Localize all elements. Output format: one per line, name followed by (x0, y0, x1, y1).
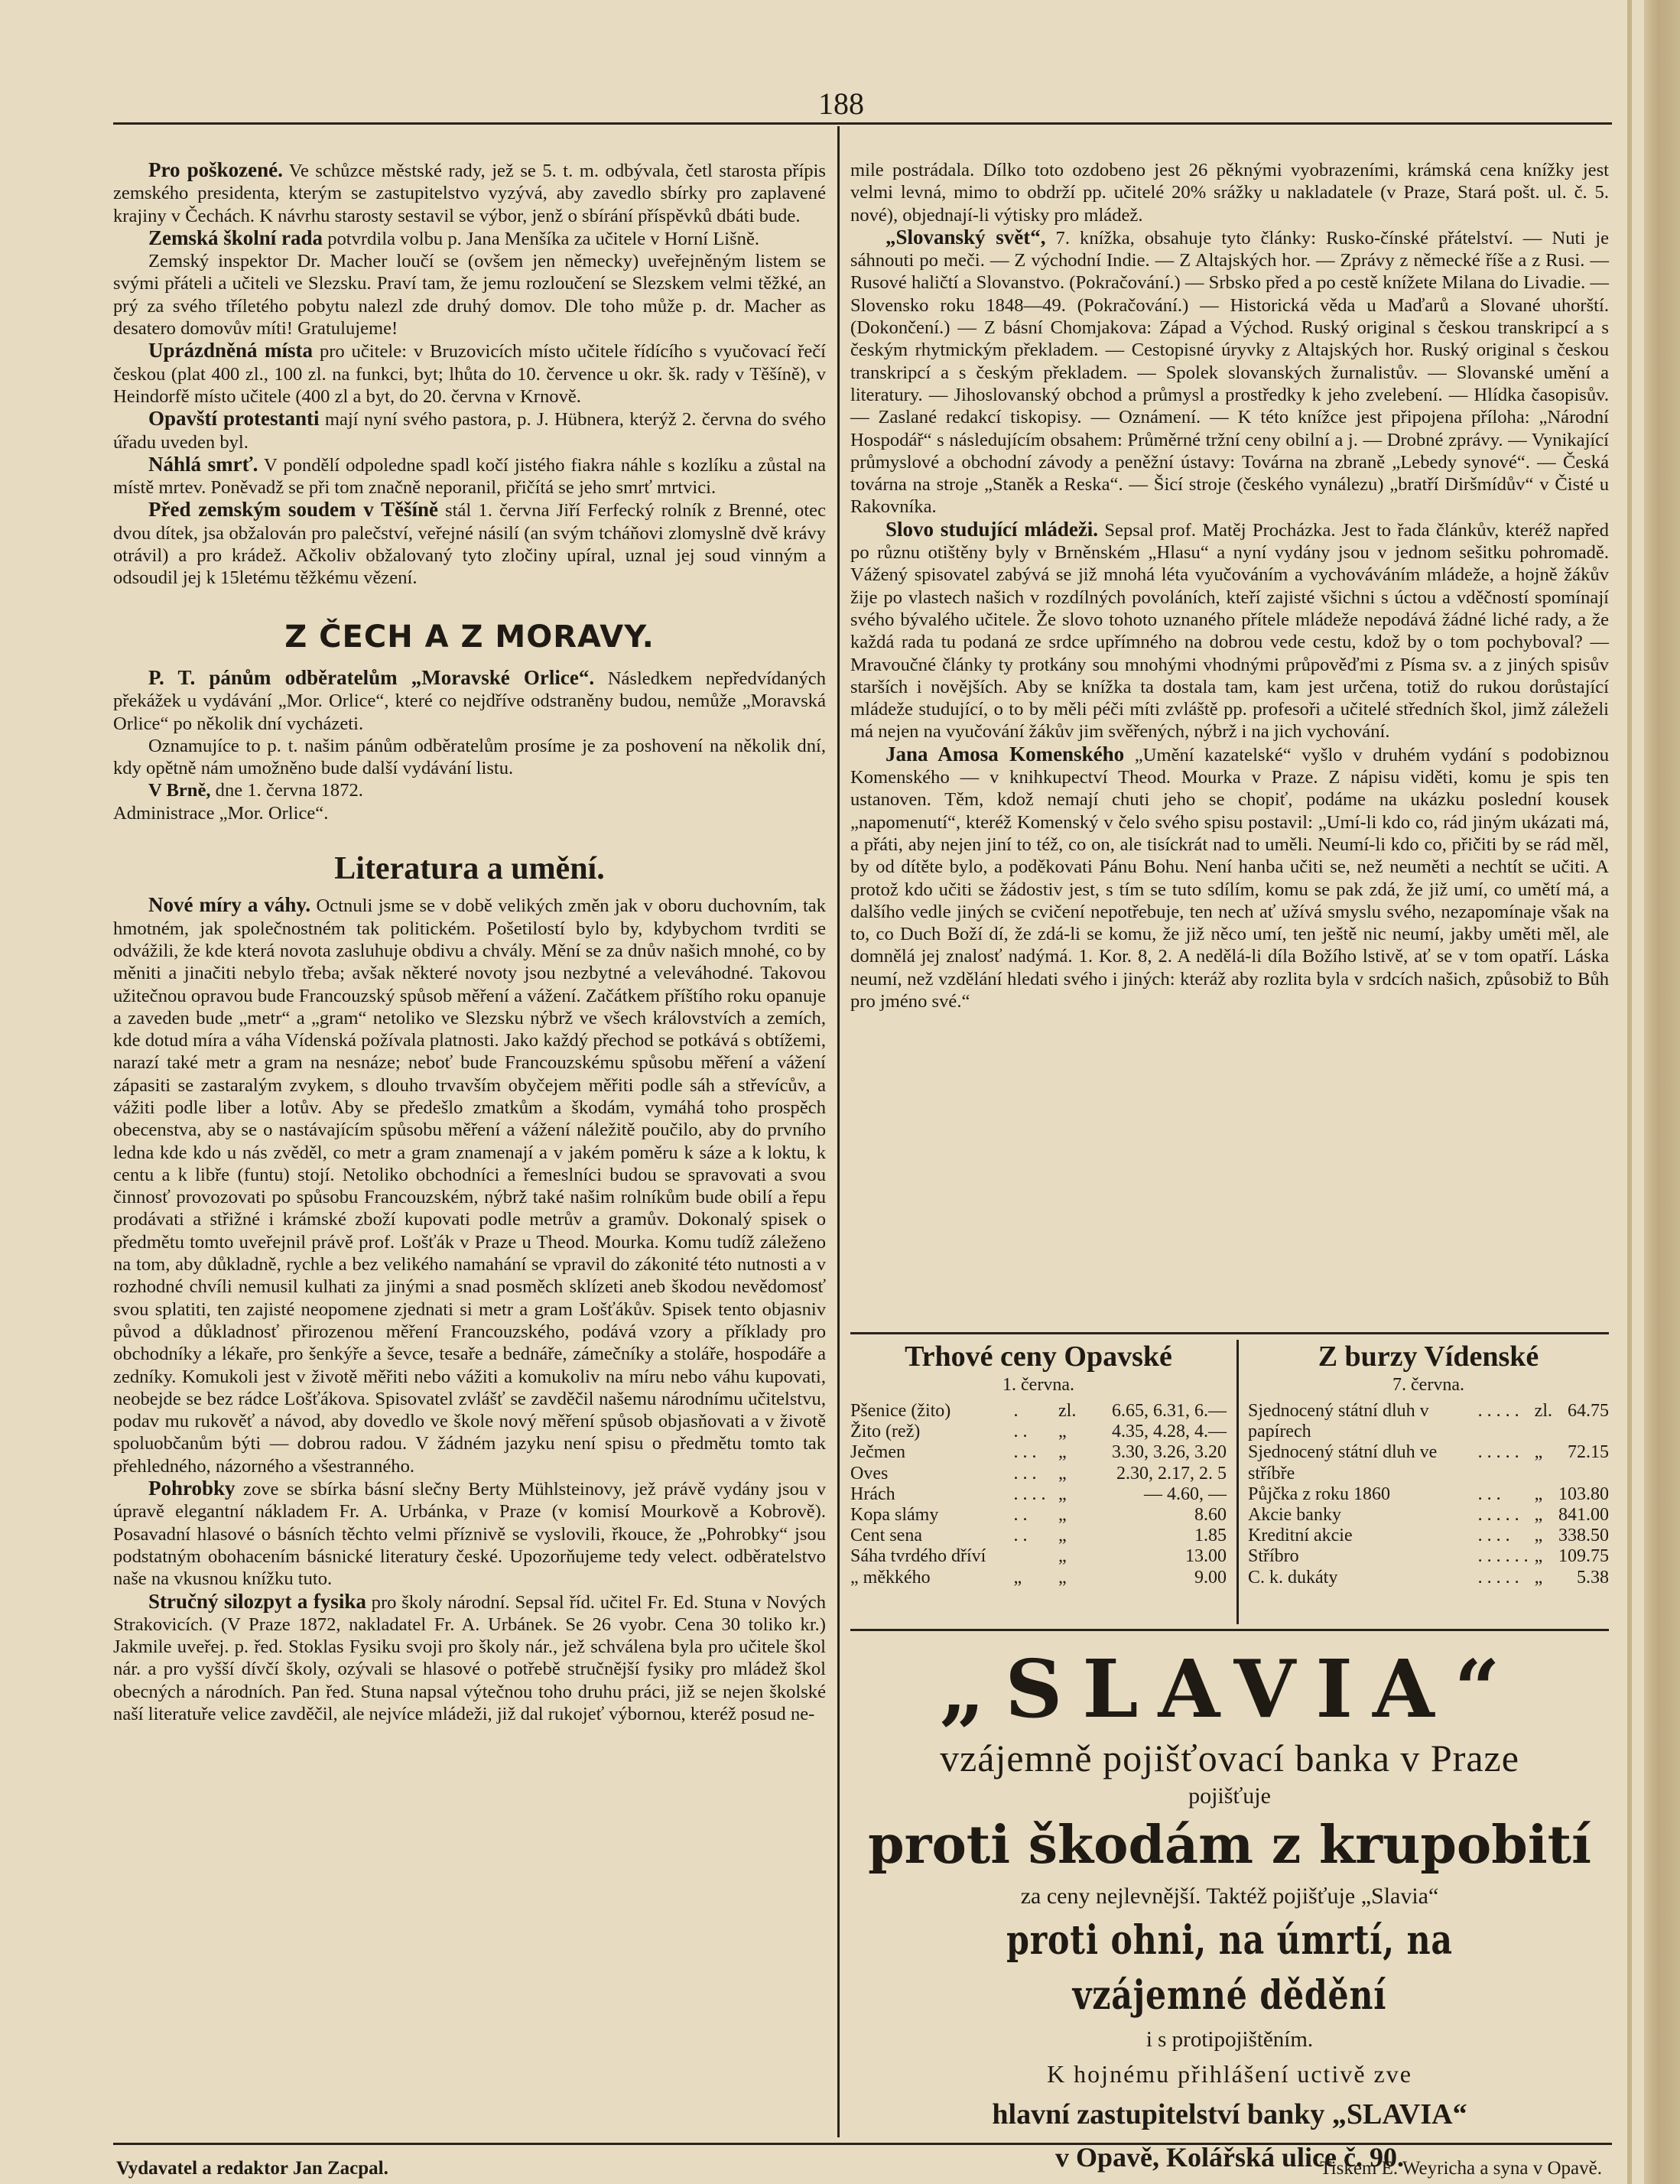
price-row (850, 1505, 1227, 1526)
literature-headline: Nové míry a váhy. (148, 893, 311, 917)
price-dots: . . . . . (1477, 1401, 1519, 1421)
price-dots: . . . . . (1477, 1567, 1519, 1588)
price-unit: zl. (1058, 1401, 1077, 1421)
ad-line-insures: pojišťuje (1188, 1783, 1271, 1809)
notice-paragraph (113, 667, 826, 735)
czech-moravia-news (113, 667, 826, 779)
date-text: dne 1. června 1872. (210, 780, 363, 801)
news-paragraph (113, 340, 826, 408)
price-value: 109.75 (1558, 1546, 1609, 1567)
price-label: Hrách (850, 1484, 895, 1504)
ad-fire-life-insurance: proti ohni, na úmrtí, na vzájemné dědění (1006, 1917, 1453, 2019)
opava-market-prices (850, 1340, 1227, 1588)
literature-paragraph (113, 894, 826, 1477)
prices-bottom-rule (850, 1629, 1609, 1631)
review-headline: „Slovanský svět“, (885, 225, 1046, 249)
price-value: — 4.60, — (1144, 1484, 1227, 1504)
local-news (113, 159, 826, 590)
price-label: Oves (850, 1463, 889, 1484)
left-column (113, 159, 826, 1725)
ad-line-bank: vzájemně pojišťovací banka v Praze (940, 1737, 1519, 1779)
publisher-name: Jan Zacpal. (292, 2158, 388, 2179)
price-row (850, 1401, 1227, 1422)
price-unit: zl. (1534, 1401, 1552, 1421)
price-value: 338.50 (1558, 1526, 1609, 1546)
ad-line-counter: i s protipojištěním. (1145, 2027, 1314, 2052)
vienna-exchange-date: 7. června. (1392, 1375, 1464, 1395)
price-unit: „ (1058, 1484, 1067, 1504)
news-text: mají nyní svého pastora, p. J. Hübnera, kterýž 2. června do svého úřadu uveden byl. (113, 409, 826, 453)
column-divider (837, 126, 840, 2137)
news-headline: Uprázdněná místa (148, 339, 314, 362)
literature-articles (113, 894, 826, 1725)
opava-prices-title: Trhové ceny Opavské (905, 1341, 1172, 1373)
review-text: mile postrádala. Dílko toto ozdobeno jest 26 pěknými vyobrazeními, krámská cena knížky jest velmi levná, mimo to obdrží pp. učitelé 20% srážky u nakladatele (v Praze, Stará pošt. ul. č. 5. nové), objednají-li výtisky pro mládež. (850, 160, 1609, 226)
price-value: 8.60 (1194, 1505, 1227, 1526)
price-unit: „ (1058, 1422, 1067, 1442)
news-headline: Zemská školní rada (148, 226, 323, 249)
ad-hail-insurance: proti škodám z krupobití (868, 1815, 1591, 1876)
printer-credit: Tiskem E. Weyricha a syna v Opavě. (1320, 2158, 1602, 2179)
notice-text: Následkem nepředvídaných překážek u vydávání „Mor. Orlice“, které co nejdříve odstraněny budou, nemůže „Moravská Orlice“ po několik dní vycházeti. (113, 668, 826, 734)
price-unit: „ (1058, 1442, 1067, 1463)
news-paragraph (113, 250, 826, 340)
price-value: 13.00 (1185, 1546, 1227, 1567)
literature-text: Octnuli jsme se v době velikých změn jak v oboru duchovním, tak hmotném, jak společnostném tak politickém. Pošetilostí bylo by, kdybychom tvrditi se odvážili, že kde která novota zasluhuje obdivu a chvály. Mění se za dnův našich mnohé, co by měniti a jinačiti nebylo třeba; avšak některé novoty jsou nezbytné a veleváhodné. Takovou užitečnou opravou bude Francouzský spůsob měření a vážení. Začátkem příštího roku opanuje a zaveden bude „metr“ a „gram“ netoliko ve Slezsku nýbrž ve všech královstvích a zemích, kde dotud míra a váha Vídenská požívala platnosti. Jako každý přechod se potkává s obtížemi, narazí také metr a gram na nesnáze; neboť bude Francouzskému spůsobu měření a vážení zápasiti se zastaralým zvykem, s dlouho trvavším obyčejem měřiti podle sáh a střevícův, a vážiti podle liber a lotův. Aby se předešlo zmatkům a škodám, vymáhá toho prospěch obecenstva, aby se o nastávajícím spůsobu měření a vážení náležitě poučilo, aby do prvního ledna kde kdo u nás zvěděl, co metr a gram znamenají a v jakém poměru k sáze a k loktu, k centu a k libře (funtu) stojí. Netoliko obchodníci a řemeslníci budou se spravovati a svou činnosť provozovati po spůsobu Francouzském, nýbrž také našim rolníkům bude obilí a řepu prodávati a střižné i krámské zboží kupovati podle metrův a gramův. Dokonalý spisek o předmětu tomto uveřejnil právě prof. Lošťák v Praze u Theod. Mourka. Komu tudíž záleženo na tom, aby důkladně, rychle a bez velikého namahání se vpravil do zákonité této nutnosti a v rozhodné chvíli nemusil kulhati za jinými a snad posměch sklízeti aneb škodou nevědomosť svou splatiti, ten zajisté neopomene zjednati si metr a gram Lošťákův. Spisek tento objasniv původ a důkladnosť přirozenou měření Francouzského, podává vzory a příklady pro obchodníky a lékaře, pro šenkýře a ševce, tesaře a bednáře, zámečníky a stoláře, hospodáře a zedníky. Komukoli jest v životě měřiti nebo vážiti a komukoliv na míru nebo váhu kupovati, neobejde se bez rádce Lošťákova. Spisovatel zvlášť se zavděčil našemu národnímu učitelstvu, podav mu rukověť a návod, aby dovedlo ve škole nový měření spůsob objasňovati a v životě spoluobčanům býti — dobrou radou. V žádném jazyku není spisu o předmětu tomto tak přehledného, názorného a všestranného. (113, 895, 826, 1477)
news-text: pro učitele: v Bruzovicích místo učitele řídícího s vyučovací řečí českou (plat 400 zl., 100 zl. na funkci, byt; lhůta do 10. července u okr. šk. rady v Těšíně), v Heindorfě místo učitele (400 zl a byt, do 20. června v Krnově. (113, 341, 826, 407)
review-text: 7. knížka, obsahuje tyto články: Rusko-čínské přátelství. — Nuti je sáhnouti po meči. — Z východní Indie. — Z Altajských hor. — Zprávy z německé říše a z Rusi. — Rusové haličtí a Slovanstvo. (Pokračování.) — Srbsko před a po cestě knížete Milana do Livadie. — Slovensko roku 1848—49. (Pokračování.) — Historická věda u Maďarů a Slované uhorští. (Dokončení.) — Z básní Chomjakova: Západ a Východ. Ruský original s českou transkripcí a s českým rhytmickým překladem. — Cestopisné úryvky z Altajských hor. Ruský original s českou transkripcí a s českým překladem. — Spolek slovanských žurnalistův. — Slovanské umění a literatury. — Jihoslovanský obchod a průmysl a prostředky k jeho zvelebení. — Hlídka časopisův. — Zaslané redakcí tiskopisy. — Oznámení. — K této knížce jest připojena příloha: „Národní Hospodář“ s následujícím obsahem: Průměrné tržní ceny obilní a j. — Drobné zprávy. — Vynikající průmyslové a obchodní závody a peněžní ústavy: Továrna na zbraně „Lebedy synové“. — Česká továrna na stroje „Staněk a Reska“. — Šicí stroje (českého vynálezu) „bratří Diršmídův“ v Čisté u Rakovníka. (850, 227, 1609, 518)
price-label: Kreditní akcie (1248, 1526, 1353, 1546)
price-label: Akcie banky (1248, 1505, 1341, 1526)
price-value: 64.75 (1568, 1401, 1609, 1421)
slavia-advertisement (850, 1644, 1609, 2178)
price-unit: „ (1058, 1567, 1067, 1588)
news-paragraph (113, 408, 826, 453)
right-column (850, 159, 1609, 1012)
news-headline: Před zemským soudem v Těšíně (148, 498, 438, 522)
price-dots: . . . (1477, 1484, 1501, 1504)
news-paragraph (113, 499, 826, 589)
price-unit: „ (1534, 1505, 1543, 1526)
administration-signature: Administrace „Mor. Orlice“. (113, 802, 329, 824)
price-value: 3.30, 3.26, 3.20 (1112, 1442, 1227, 1463)
price-unit: „ (1534, 1484, 1543, 1504)
notice-headline: P. T. pánům odběratelům „Moravské Orlice“. (148, 665, 595, 689)
price-label: Pšenice (žito) (850, 1401, 951, 1421)
literature-paragraph (113, 1477, 826, 1590)
price-value: 1.85 (1194, 1526, 1227, 1546)
literature-headline: Pohrobky (148, 1477, 236, 1500)
price-label: „ měkkého (850, 1567, 931, 1588)
binding-edge (1644, 0, 1680, 2184)
price-row (850, 1464, 1227, 1484)
ad-line-agency: hlavní zastupitelství banky „SLAVIA“ (992, 2098, 1467, 2130)
price-dots: . . . (1013, 1463, 1037, 1484)
review-text: Sepsal prof. Matěj Procházka. Jest to řada článkův, kteréž napřed po různu otištěny byly v Brněnském „Hlasu“ a nyní vydány jsou v jednom sešitku pohromadě. Vážený spisovatel zabývá se již mnohá léta vyučováním a vychováváním mládeže, a hojně žákův žije po vlastech našich v rozdílných povoláních, kteří zajisté všichni s úctou a vděčností spomínají svého bývalého učitele. Že slovo tohoto uznaného přítele mládeže nepodává žádné liché rady, a že každá rada tu podaná ze srdce upřímného na dobrou vede cestu, kdož by o tom pochyboval? — Mravoučné články ty protkány sou mnohými vhodnými průpověďmi z Písma sv. a z jiných spisův starších i novějších. Aby se knížka ta dostala tam, kam jest určena, totiž do rukou dorůstající mládeže studující, o to by měli péči míti zvláště pp. profesoři a učitelé středních škol, jimž záleželi má nejen na vyučování žákův jim svěřených, nýbrž i na jich vychování. (850, 519, 1609, 743)
price-label: Sjednocený státní dluh v papírech (1248, 1401, 1429, 1442)
price-label: Kopa slámy (850, 1505, 939, 1526)
price-unit: „ (1534, 1526, 1543, 1546)
price-value: 2.30, 2.17, 2. 5 (1116, 1463, 1227, 1484)
price-value: 9.00 (1194, 1567, 1227, 1588)
section-title: Z ČECH A Z MORAVY. (284, 619, 655, 655)
price-label: Žito (rež) (850, 1422, 921, 1442)
price-unit: „ (1058, 1526, 1067, 1546)
ad-line-prices: za ceny nejlevnější. Taktéž pojišťuje „Slavia“ (1020, 1883, 1439, 1909)
price-label: Stříbro (1248, 1546, 1299, 1567)
news-text: Ve schůzce městské rady, jež se 5. t. m. odbývala, četl starosta přípis zemského presidenta, kterým se zastupitelstvo vyzývá, aby zavedlo sbírky pro zaplavené krajiny v Čechách. K návrhu starosty sestavil se výbor, jenž o sbírání příspěvků dbáti bude. (113, 161, 827, 226)
price-label: Půjčka z roku 1860 (1248, 1484, 1390, 1504)
price-tables-divider (1236, 1340, 1239, 1624)
price-dots: . . (1013, 1422, 1028, 1442)
date-place: V Brně, (148, 780, 211, 801)
price-row (1248, 1484, 1609, 1505)
page-number: 188 (818, 86, 864, 121)
price-dots: . . . . . . (1477, 1546, 1529, 1567)
review-headline: Jana Amosa Komenského (885, 742, 1125, 765)
ad-line-address: v Opavě, Kolářská ulice č. 90. (1055, 2142, 1404, 2173)
vienna-exchange-table (1248, 1401, 1609, 1588)
price-dots: . . (1013, 1526, 1028, 1546)
price-dots: . . . . . (1477, 1442, 1519, 1463)
price-row (850, 1422, 1227, 1442)
price-row (1248, 1546, 1609, 1567)
price-unit: „ (1058, 1463, 1067, 1484)
price-label: Cent sena (850, 1526, 922, 1546)
news-paragraph (113, 227, 826, 250)
vienna-exchange (1248, 1340, 1609, 1588)
price-row (850, 1442, 1227, 1463)
price-dots: . . . (1013, 1442, 1037, 1463)
review-paragraph (850, 226, 1609, 518)
price-row (1248, 1568, 1609, 1588)
price-row (1248, 1442, 1609, 1484)
news-text: stál 1. června Jiří Ferfecký rolník z Brenné, otec dvou dítek, jsa obžalován pro palečství, veřejné násilí (an svým tcháňovi zlomyslně dvě krávy otrávil) a pro krádež. Ačkoliv obžalovaný tyto zločiny upíral, uznal jej soud vinným a odsoudil jej k 15letému těžkému vězení. (113, 500, 826, 589)
price-label: Sáha tvrdého dříví (850, 1546, 986, 1567)
price-row (1248, 1526, 1609, 1546)
literature-paragraph (113, 1591, 826, 1726)
publisher-credit (116, 2158, 388, 2179)
literature-text: zove se sbírka básní slečny Berty Mühlsteinovy, jež právě vydány jsou v úpravě elegantní nákladem Fr. A. Urbánka, v Praze (v komisí Mourkově a Kobrově). Posavadní hlasové o básních těchto velmi příznivě se vyslovili, řkouce, že „Pohrobky“ jsou podstatným obohacením básnické literatury české. Upozorňujeme tedy velect. odběratelstvo naše na vkusnou knížku tuto. (113, 1479, 826, 1590)
literature-headline: Stručný silozpyt a fysika (148, 1589, 366, 1613)
price-dots: „ (1013, 1567, 1022, 1588)
slavia-name: „SLAVIA“ (939, 1642, 1520, 1736)
news-headline: Pro poškozené. (148, 158, 283, 181)
review-paragraph (850, 518, 1609, 743)
price-dots: . . (1013, 1505, 1028, 1526)
price-label: C. k. dukáty (1248, 1567, 1338, 1588)
price-row (850, 1546, 1227, 1567)
price-unit: „ (1534, 1567, 1543, 1588)
price-row (850, 1526, 1227, 1546)
notice-paragraph (113, 735, 826, 780)
price-unit: „ (1534, 1546, 1543, 1567)
price-dots: . . . . (1013, 1484, 1046, 1504)
news-paragraph (113, 159, 826, 227)
price-value: 4.35, 4.28, 4.— (1112, 1422, 1227, 1442)
review-paragraph (850, 159, 1609, 226)
news-text: V pondělí odpoledne spadl kočí jistého fiakra náhle s kozlíku a zůstal na místě mrtev. Poněvadž se při tom značně neporanil, přičítá se jeho smrť mrtvici. (113, 454, 826, 499)
review-paragraph (850, 743, 1609, 1013)
news-text: potvrdila volbu p. Jana Menšíka za učitele v Horní Lišně. (323, 228, 760, 249)
header-rule (113, 122, 1612, 125)
price-value: 72.15 (1568, 1442, 1609, 1463)
news-text: Zemský inspektor Dr. Macher loučí se (ovšem jen německy) uveřejněným listem se svými přáteli a učiteli ve Slezsku. Praví tam, že jemu rozloučení se Slezskem velmi těžké, an prý za svého tříletého pobytu nalezl zde druhý domov. Dle toho může p. dr. Macher as desatero domovův míti! Gratulujeme! (113, 251, 826, 340)
literature-title: Literatura a umění. (334, 851, 605, 887)
prices-top-rule (850, 1332, 1609, 1334)
price-unit: „ (1058, 1546, 1067, 1567)
right-articles (850, 159, 1609, 1012)
news-headline: Náhlá smrť. (148, 452, 258, 476)
price-dots: . . . . . (1477, 1505, 1519, 1526)
news-headline: Opavští protestanti (148, 407, 320, 431)
ad-line-invite: K hojnému přihlášení uctivě zve (1047, 2060, 1412, 2088)
price-value: 841.00 (1558, 1505, 1609, 1526)
notice-text: Oznamujíce to p. t. našim pánům odběratelům prosíme je za poshovení na několik dní, kdy opětně nám umožněno bude další vydávání listu. (113, 735, 826, 779)
opava-prices-table (850, 1401, 1227, 1588)
price-row (1248, 1505, 1609, 1526)
price-row (850, 1484, 1227, 1505)
publisher-prefix: Vydavatel a redaktor (116, 2158, 293, 2179)
price-dots (1013, 1546, 1052, 1567)
review-text: „Umění kazatelské“ vyšlo v druhém vydání s podobiznou Komenského — v knihkupectví Theod. Mourka v Praze. Z nápisu viděti, komu je spis ten ustanoven. Těm, kdož nemají chuti jeho se chopiť, podáme na ukázku poslední kousek „napomenutí“, kteréž Komenský v čelo svého spisu postavil: „Umí-li kdo co, rád jiným ukázati má, a přáti, aby nejen jiní to též, co on, ale tisíckrát nad to uměli. Neumí-li kdo co, přičiti by se rád měl, by od dítěte bylo, a poděkovati Pánu Bohu. Není hanba učiti se, než neuměti a nechtít se učiti. A protož kdo učiti se žádostiv jest, s tím se tuto sdílím, komu se pak zdá, že již umí, co umětí má, a dalšího vedle jiných se cvičení nepotřebuje, ten nech ať užívá smyslu svého, nezapomínaje však na to, co Duch Boží dí, že zdá-li se komu, že již něco umí, ten ještě nic neumí, jakby uměti měl, ale domnělá jej znalosť nadýmá. 1. Kor. 8, 2. A nedělá-li díla Božího lstivě, ať se v tom opatří. Láska neumí, než vzdělání hledati svého i jiných: kteráž aby rozlita byla v srdcích našich, způsobiž to Bůh pro jméno své.“ (850, 744, 1609, 1012)
price-row (850, 1568, 1227, 1588)
price-row (1248, 1401, 1609, 1442)
paper-edge-shadow (1627, 0, 1632, 2184)
price-unit: „ (1058, 1505, 1067, 1526)
price-dots: . (1013, 1401, 1019, 1421)
price-value: 103.80 (1558, 1484, 1609, 1504)
literature-text: pro školy národní. Sepsal říd. učitel Fr. Ed. Stuna v Nových Strakovicích. (V Praze 1872, nakladatel Fr. A. Urbánek. Se 26 vyobr. Cena 30 toliko kr.) Jakmile uveřej. p. řed. Stoklas Fysiku svoji pro školy nár., jež schválena byla pro učitele škol nár. a pro vyšší dívčí školy, ozývali se hlasové o potřebě stručnější fysiky pro mládež škol obecných a národních. Pan řed. Stuna napsal výtečnou toho druhu práci, již se nejen školské naší literatuře velice zavděčil, ale nejvíce mládeži, již dal rukojeť výbornou, kteréž posud ne- (113, 1591, 826, 1724)
price-label: Ječmen (850, 1442, 905, 1463)
price-unit: „ (1534, 1442, 1543, 1463)
date-line (113, 779, 826, 801)
price-value: 5.38 (1577, 1567, 1609, 1588)
price-value: 6.65, 6.31, 6.— (1112, 1401, 1227, 1421)
price-dots: . . . . (1477, 1526, 1510, 1546)
news-paragraph (113, 453, 826, 499)
vienna-exchange-title: Z burzy Vídenské (1318, 1341, 1539, 1373)
opava-prices-date: 1. června. (1002, 1375, 1074, 1395)
review-headline: Slovo studující mládeži. (885, 517, 1099, 541)
price-label: Sjednocený státní dluh ve stříbře (1248, 1442, 1438, 1484)
price-tables (850, 1340, 1609, 1624)
